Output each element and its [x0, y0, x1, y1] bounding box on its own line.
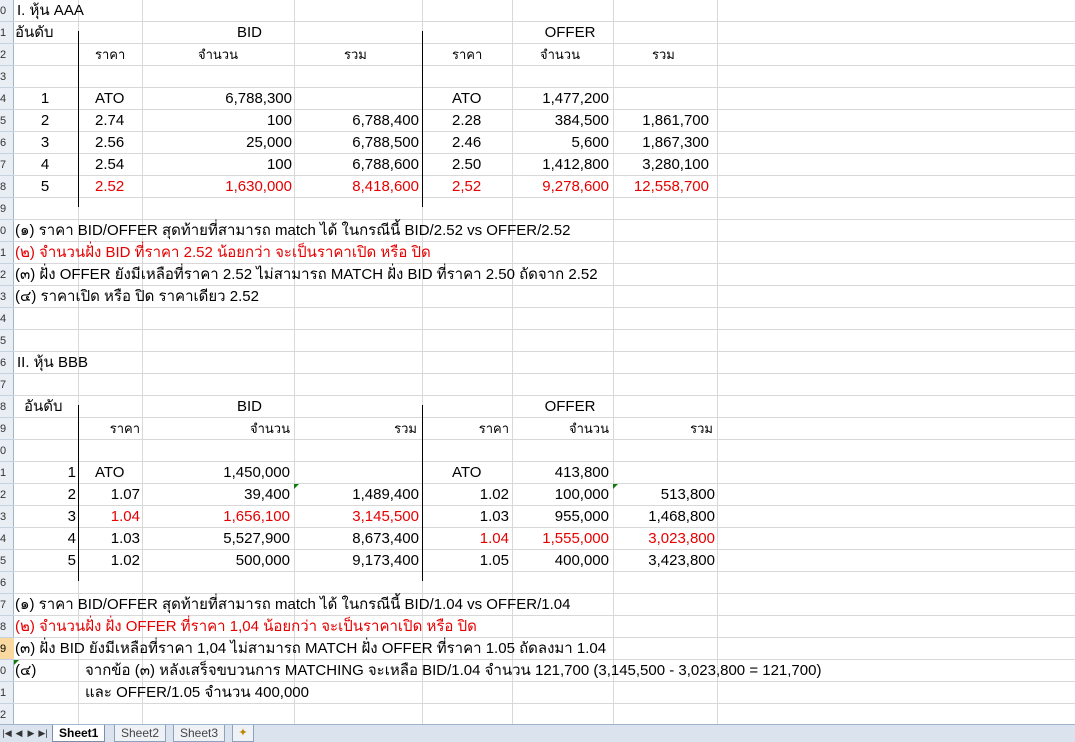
table-row-rank: 2 — [67, 486, 76, 503]
note-line: (๑) ราคา BID/OFFER สุดท้ายที่สามารถ match ได้ ในกรณีนี้ BID/1.04 vs OFFER/1.04 — [15, 596, 571, 613]
table-row-rank: 5 — [40, 178, 50, 195]
row-header[interactable]: 3 — [0, 66, 14, 88]
row-header[interactable]: 1 — [0, 22, 14, 44]
bid-price-cell: ATO — [95, 464, 125, 481]
row-header[interactable]: 4 — [0, 308, 14, 330]
offer-qty-cell: 100,000 — [554, 486, 609, 503]
row-header[interactable]: 5 — [0, 110, 14, 132]
row-header[interactable]: 6 — [0, 572, 14, 594]
offer-sum-cell: 3,280,100 — [642, 156, 709, 173]
last-sheet-icon[interactable]: ▶| — [38, 728, 48, 738]
error-indicator-icon — [14, 660, 19, 665]
bid-price-cell: 2.52 — [95, 178, 125, 195]
note-line: (๒) จำนวนฝั่ง ฝั่ง OFFER ที่ราคา 1,04 น้อยกว่า จะเป็นราคาเปิด หรือ ปิด — [15, 618, 477, 635]
col-bid-sum: รวม — [394, 421, 417, 436]
row-header[interactable]: 0 — [0, 0, 14, 22]
bid-qty-cell: 1,630,000 — [225, 178, 292, 195]
row-header[interactable]: 8 — [0, 616, 14, 638]
section-title-bbb: II. หุ้น BBB — [17, 354, 88, 371]
bid-qty-cell: 100 — [266, 112, 292, 129]
row-header-column[interactable] — [0, 0, 14, 724]
rank-header: อันดับ — [15, 24, 54, 41]
first-sheet-icon[interactable]: |◀ — [2, 728, 12, 738]
row-header[interactable]: 2 — [0, 264, 14, 286]
offer-qty-cell: 955,000 — [554, 508, 609, 525]
offer-sum-cell — [613, 462, 715, 484]
section-title-aaa: I. หุ้น AAA — [17, 2, 84, 19]
row-header[interactable]: 9 — [0, 638, 14, 660]
offer-qty-cell: 413,800 — [554, 464, 609, 481]
row-header[interactable]: 9 — [0, 198, 14, 220]
table-row-rank: 3 — [67, 508, 76, 525]
note4-line1: จากข้อ (๓) หลังเสร็จขบวนการ MATCHING จะเหลือ BID/1.04 จำนวน 121,700 (3,145,500 - 3,023,800 = 121,700) — [85, 662, 822, 679]
offer-qty-cell: 9,278,600 — [542, 178, 609, 195]
bid-sum-cell: 8,418,600 — [352, 178, 419, 195]
offer-price-cell: 1.05 — [479, 552, 509, 569]
bid-qty-cell: 25,000 — [246, 134, 292, 151]
note-line: (๓) ฝั่ง BID ยังมีเหลือที่ราคา 1,04 ไม่สามารถ MATCH ฝั่ง OFFER ที่ราคา 1.05 ถัดลงมา 1.04 — [15, 640, 607, 657]
col-offer-sum: รวม — [690, 421, 713, 436]
bid-sum-cell: 9,173,400 — [352, 552, 419, 569]
bid-price-cell: 2.54 — [95, 156, 125, 173]
bid-price-cell: 1.07 — [110, 486, 140, 503]
col-offer-qty: จำนวน — [569, 421, 609, 436]
offer-qty-cell: 1,477,200 — [542, 90, 609, 107]
col-offer-qty: จำนวน — [540, 47, 580, 62]
bid-qty-cell: 39,400 — [244, 486, 290, 503]
row-header[interactable]: 8 — [0, 396, 14, 418]
bid-header: BID — [236, 398, 262, 415]
col-bid-qty: จำนวน — [198, 47, 238, 62]
offer-sum-cell: 3,023,800 — [648, 530, 715, 547]
bid-price-cell: 1.03 — [110, 530, 140, 547]
row-header[interactable]: 1 — [0, 682, 14, 704]
row-header[interactable]: 9 — [0, 418, 14, 440]
row-header[interactable]: 7 — [0, 154, 14, 176]
row-header[interactable]: 6 — [0, 352, 14, 374]
offer-sum-cell: 3,423,800 — [648, 552, 715, 569]
row-header[interactable]: 3 — [0, 506, 14, 528]
bid-sum-cell: 6,788,400 — [352, 112, 419, 129]
error-indicator-icon — [613, 484, 618, 489]
note-line: (๑) ราคา BID/OFFER สุดท้ายที่สามารถ match ได้ ในกรณีนี้ BID/2.52 vs OFFER/2.52 — [15, 222, 571, 239]
bid-sum-cell: 6,788,600 — [352, 156, 419, 173]
row-header[interactable]: 2 — [0, 44, 14, 66]
rank-header: อันดับ — [24, 398, 63, 415]
offer-price-cell: 1.04 — [479, 530, 509, 547]
bid-sum-cell: 6,788,500 — [352, 134, 419, 151]
table-row-rank: 5 — [67, 552, 76, 569]
row-header[interactable]: 5 — [0, 330, 14, 352]
table-border — [78, 31, 79, 207]
offer-price-cell: 2.28 — [452, 112, 482, 129]
row-header[interactable]: 4 — [0, 88, 14, 110]
offer-price-cell: 1.03 — [479, 508, 509, 525]
bid-price-cell: ATO — [95, 90, 125, 107]
table-row-rank: 3 — [40, 134, 50, 151]
bid-qty-cell: 6,788,300 — [225, 90, 292, 107]
row-header[interactable]: 0 — [0, 660, 14, 682]
col-offer-sum: รวม — [652, 47, 675, 62]
bid-sum-cell — [294, 462, 419, 484]
row-header[interactable]: 8 — [0, 176, 14, 198]
row-header[interactable]: 1 — [0, 462, 14, 484]
col-bid-price: ราคา — [109, 421, 140, 436]
bid-qty-cell: 500,000 — [235, 552, 290, 569]
row-header[interactable]: 1 — [0, 242, 14, 264]
tab-sheet1[interactable]: Sheet1 — [52, 725, 105, 742]
bid-price-cell: 1.02 — [110, 552, 140, 569]
table-row-rank: 4 — [40, 156, 50, 173]
offer-qty-cell: 384,500 — [554, 112, 609, 129]
tab-sheet3[interactable]: Sheet3 — [173, 725, 225, 742]
col-offer-price: ราคา — [478, 421, 509, 436]
error-indicator-icon — [294, 484, 299, 489]
bid-sum-cell: 3,145,500 — [352, 508, 419, 525]
note4-label: (๔) — [15, 662, 37, 679]
note-line: (๔) ราคาเปิด หรือ ปิด ราคาเดียว 2.52 — [15, 288, 259, 305]
offer-price-cell: 1.02 — [479, 486, 509, 503]
table-row-rank: 1 — [40, 90, 50, 107]
tab-sheet2[interactable]: Sheet2 — [114, 725, 166, 742]
table-row-rank: 1 — [67, 464, 76, 481]
row-header[interactable]: 4 — [0, 528, 14, 550]
row-header[interactable]: 0 — [0, 440, 14, 462]
offer-price-cell: 2.50 — [452, 156, 482, 173]
offer-header: OFFER — [544, 24, 596, 41]
bid-qty-cell: 1,656,100 — [223, 508, 290, 525]
col-offer-price: ราคา — [452, 47, 483, 62]
sheet-tab-bar — [0, 724, 1075, 742]
bid-sum-cell: 8,673,400 — [352, 530, 419, 547]
grid-row-line — [14, 351, 1075, 352]
prev-sheet-icon[interactable]: ◀ — [15, 728, 23, 738]
col-bid-qty: จำนวน — [250, 421, 290, 436]
offer-sum-cell: 513,800 — [660, 486, 715, 503]
offer-qty-cell: 1,555,000 — [542, 530, 609, 547]
note-line: (๒) จำนวนฝั่ง BID ที่ราคา 2.52 น้อยกว่า จะเป็นราคาเปิด หรือ ปิด — [15, 244, 431, 261]
offer-sum-cell — [613, 88, 709, 110]
bid-price-cell: 1.04 — [110, 508, 140, 525]
grid-row-line — [14, 329, 1075, 330]
offer-price-cell: ATO — [452, 464, 482, 481]
table-row-rank: 2 — [40, 112, 50, 129]
next-sheet-icon[interactable]: ▶ — [27, 728, 35, 738]
offer-sum-cell: 1,468,800 — [648, 508, 715, 525]
offer-sum-cell: 12,558,700 — [633, 178, 709, 195]
bid-qty-cell: 1,450,000 — [223, 464, 290, 481]
bid-price-cell: 2.56 — [95, 134, 125, 151]
offer-qty-cell: 400,000 — [554, 552, 609, 569]
offer-header: OFFER — [544, 398, 596, 415]
row-header[interactable]: 2 — [0, 484, 14, 506]
bid-qty-cell: 5,527,900 — [223, 530, 290, 547]
grid-column-line — [717, 0, 718, 724]
row-header[interactable]: 3 — [0, 286, 14, 308]
row-header[interactable]: 0 — [0, 220, 14, 242]
row-header[interactable]: 7 — [0, 374, 14, 396]
bid-qty-cell: 100 — [266, 156, 292, 173]
offer-price-cell: 2.46 — [452, 134, 482, 151]
note4-line2: และ OFFER/1.05 จำนวน 400,000 — [85, 684, 309, 701]
insert-sheet-icon[interactable]: ✦ — [232, 725, 254, 742]
row-header[interactable]: 6 — [0, 132, 14, 154]
table-border — [422, 31, 423, 207]
offer-qty-cell: 1,412,800 — [542, 156, 609, 173]
bid-header: BID — [236, 24, 262, 41]
bid-sum-cell: 1,489,400 — [352, 486, 419, 503]
table-row-rank: 4 — [67, 530, 76, 547]
offer-sum-cell: 1,867,300 — [642, 134, 709, 151]
bid-sum-cell — [294, 88, 419, 110]
col-bid-price: ราคา — [95, 47, 126, 62]
offer-sum-cell: 1,861,700 — [642, 112, 709, 129]
col-bid-sum: รวม — [344, 47, 367, 62]
row-header[interactable]: 2 — [0, 704, 14, 724]
grid-row-line — [14, 373, 1075, 374]
offer-price-cell: ATO — [452, 90, 482, 107]
note-line: (๓) ฝั่ง OFFER ยังมีเหลือที่ราคา 2.52 ไม่สามารถ MATCH ฝั่ง BID ที่ราคา 2.50 ถัดจาก 2.52 — [15, 266, 598, 283]
offer-qty-cell: 5,600 — [571, 134, 609, 151]
row-header[interactable]: 5 — [0, 550, 14, 572]
row-header[interactable]: 7 — [0, 594, 14, 616]
bid-price-cell: 2.74 — [95, 112, 125, 129]
offer-price-cell: 2,52 — [452, 178, 482, 195]
